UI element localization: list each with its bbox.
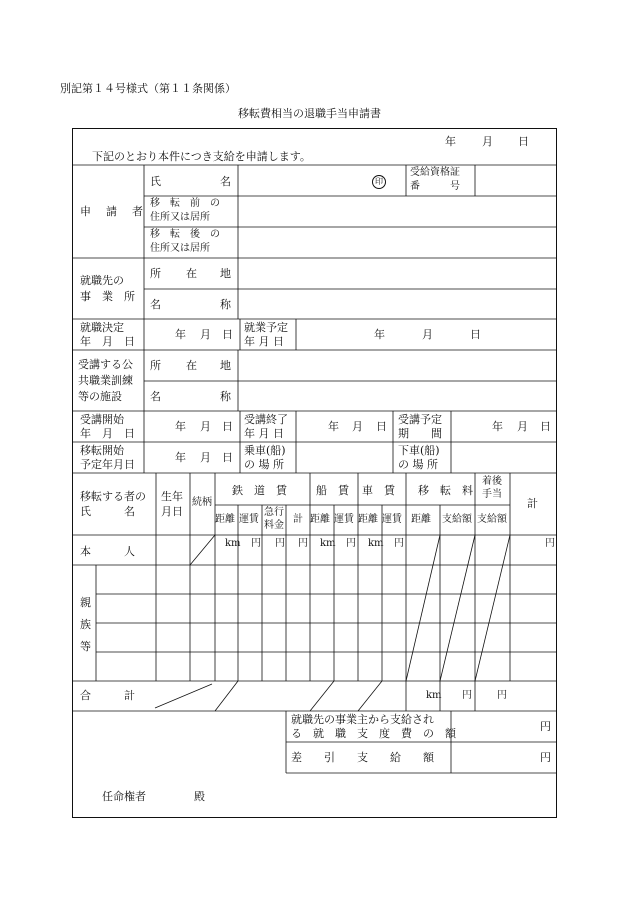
person-header-2: 氏 名 — [80, 505, 135, 518]
training-start-year: 年 — [175, 420, 186, 433]
unit-yen: 円 — [275, 538, 285, 549]
ship-header: 船 賃 — [316, 484, 349, 497]
unit-yen: 円 — [251, 538, 261, 549]
rail-fare-header: 運賃 — [239, 514, 259, 525]
employer-section-2: 事 業 所 — [80, 290, 135, 303]
net-amount-yen: 円 — [540, 751, 551, 764]
decided-day: 日 — [222, 328, 233, 341]
decided-year: 年 — [175, 328, 186, 341]
person-header-1: 移転する者の — [80, 490, 146, 503]
name-label-2: 名 — [220, 175, 231, 188]
rail-subtotal-header: 計 — [293, 514, 303, 525]
unit-yen: 円 — [462, 690, 472, 701]
rail-distance-header: 距離 — [215, 514, 235, 525]
decided-month: 月 — [200, 328, 211, 341]
birth-header-1: 生年 — [161, 490, 183, 503]
rail-express-header-2: 料金 — [264, 520, 284, 531]
training-planned-1: 受講予定 — [398, 413, 442, 426]
training-loc-3: 地 — [220, 359, 231, 372]
ship-fare-header: 運賃 — [334, 514, 354, 525]
move-start-2: 予定年月日 — [80, 458, 135, 471]
training-planned-2: 期 間 — [398, 427, 442, 440]
family-label-1: 親 — [80, 596, 91, 609]
self-row-label: 本 人 — [80, 545, 135, 558]
training-end-1: 受講終了 — [244, 413, 288, 426]
date-month-label: 月 — [482, 135, 493, 148]
training-end-day: 日 — [376, 420, 387, 433]
employer-paid-label-2: る 就 職 支 度 費 の 額 — [291, 727, 456, 740]
cert-label-2: 番 号 — [410, 181, 460, 192]
alight-place-2: の 場 所 — [398, 458, 438, 471]
ship-distance-header: 距離 — [310, 514, 330, 525]
training-section-3: 等の施設 — [78, 390, 122, 403]
planned-day: 日 — [470, 328, 481, 341]
new-address-label-2: 住所又は居所 — [150, 243, 210, 254]
date-year-label: 年 — [445, 135, 456, 148]
new-address-label-1: 移 転 後 の — [150, 229, 220, 240]
employer-paid-yen: 円 — [540, 720, 551, 733]
prev-address-label-1: 移 転 前 の — [150, 198, 220, 209]
date-day-label: 日 — [518, 135, 529, 148]
employment-planned-2: 年 月 日 — [244, 335, 284, 348]
training-section-2: 共職業訓練 — [78, 374, 133, 387]
name-label-1: 氏 — [150, 175, 161, 188]
board-place-2: の 場 所 — [244, 458, 284, 471]
unit-km: km — [320, 538, 336, 549]
rail-express-header-1: 急行 — [264, 507, 284, 518]
move-start-month: 月 — [200, 451, 211, 464]
appointer-label: 任命権者 — [102, 790, 146, 803]
unit-km: km — [426, 690, 442, 701]
honorific-label: 殿 — [194, 790, 205, 803]
employment-decided-2: 年 月 日 — [80, 335, 135, 348]
move-start-year: 年 — [175, 451, 186, 464]
unit-yen: 円 — [497, 690, 507, 701]
training-start-1: 受講開始 — [80, 413, 124, 426]
rail-header: 鉄 道 賃 — [232, 484, 287, 497]
training-loc-2: 在 — [186, 359, 197, 372]
training-name-2: 称 — [220, 390, 231, 403]
family-label-2: 族 — [80, 618, 91, 631]
unit-km: km — [368, 538, 384, 549]
employment-planned-1: 就業予定 — [244, 321, 288, 334]
training-planned-month: 月 — [517, 420, 528, 433]
applicant-section-label: 申 請 者 — [80, 205, 145, 218]
employer-name-1: 名 — [150, 298, 161, 311]
employer-loc-2: 在 — [186, 267, 197, 280]
sum-row-label: 合 計 — [80, 689, 135, 702]
unit-yen: 円 — [298, 538, 308, 549]
board-place-1: 乗車(船) — [244, 444, 286, 457]
unit-km: km — [225, 538, 241, 549]
net-amount-label: 差 引 支 給 額 — [291, 751, 434, 764]
training-planned-day: 日 — [540, 420, 551, 433]
training-section-1: 受講する公 — [78, 358, 133, 371]
relation-header: 続柄 — [192, 497, 212, 508]
alight-place-1: 下車(船) — [398, 444, 440, 457]
car-fare-header: 運賃 — [382, 514, 402, 525]
total-header: 計 — [527, 497, 538, 510]
unit-yen: 円 — [545, 538, 555, 549]
seal-mark: 印 — [372, 175, 386, 189]
planned-month: 月 — [422, 328, 433, 341]
training-end-month: 月 — [352, 420, 363, 433]
transfer-header: 移 転 料 — [418, 484, 473, 497]
transfer-amount-header: 支給額 — [442, 514, 472, 525]
employer-loc-3: 地 — [220, 267, 231, 280]
car-header: 車 賃 — [362, 484, 395, 497]
form-title: 移転費相当の退職手当申請書 — [238, 107, 381, 120]
unit-yen: 円 — [346, 538, 356, 549]
arrival-header-2: 手当 — [482, 489, 502, 500]
car-distance-header: 距離 — [358, 514, 378, 525]
training-planned-year: 年 — [492, 420, 503, 433]
family-label-3: 等 — [80, 640, 91, 653]
training-end-2: 年 月 日 — [244, 427, 284, 440]
move-start-day: 日 — [222, 451, 233, 464]
training-start-month: 月 — [200, 420, 211, 433]
training-start-2: 年 月 日 — [80, 427, 135, 440]
employer-section-1: 就職先の — [80, 274, 124, 287]
employment-decided-1: 就職決定 — [80, 321, 124, 334]
transfer-distance-header: 距離 — [411, 514, 431, 525]
employer-name-2: 称 — [220, 298, 231, 311]
birth-header-2: 月日 — [161, 505, 183, 518]
employer-paid-label-1: 就職先の事業主から支給され — [291, 713, 434, 726]
planned-year: 年 — [374, 328, 385, 341]
training-end-year: 年 — [328, 420, 339, 433]
employer-loc-1: 所 — [150, 267, 161, 280]
cert-label-1: 受給資格証 — [410, 167, 460, 178]
intro-text: 下記のとおり本件につき支給を申請します。 — [92, 150, 311, 163]
arrival-amount-header: 支給額 — [477, 514, 507, 525]
training-loc-1: 所 — [150, 359, 161, 372]
training-start-day: 日 — [222, 420, 233, 433]
arrival-header-1: 着後 — [482, 476, 502, 487]
unit-yen: 円 — [394, 538, 404, 549]
training-name-1: 名 — [150, 390, 161, 403]
prev-address-label-2: 住所又は居所 — [150, 212, 210, 223]
form-number: 別記第１４号様式（第１１条関係） — [60, 82, 236, 95]
move-start-1: 移転開始 — [80, 444, 124, 457]
